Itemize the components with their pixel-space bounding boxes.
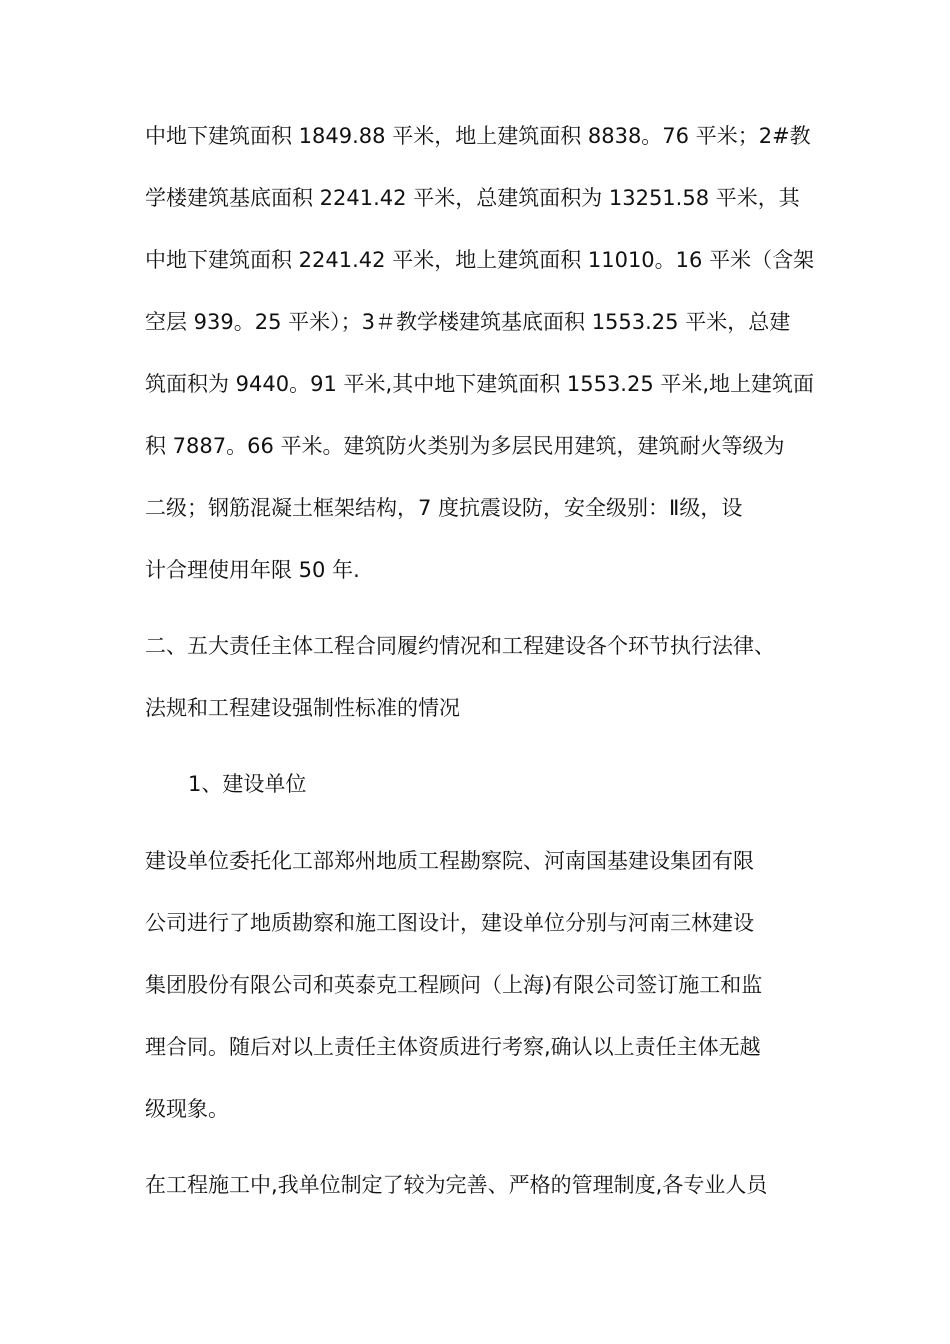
paragraph-line: 空层 939。25 平米）；3＃教学楼建筑基底面积 1553.25 平米，总建 xyxy=(145,310,791,334)
paragraph-line: 积 7887。66 平米。建筑防火类别为多层民用建筑，建筑耐火等级为 xyxy=(145,434,785,458)
section-heading-line: 二、五大责任主体工程合同履约情况和工程建设各个环节执行法律、 xyxy=(145,634,775,658)
paragraph-line: 中地下建筑面积 1849.88 平米，地上建筑面积 8838。76 平米；2#教 xyxy=(145,124,811,148)
paragraph-line: 理合同。随后对以上责任主体资质进行考察,确认以上责任主体无越 xyxy=(145,1035,761,1059)
section-heading-line: 法规和工程建设强制性标准的情况 xyxy=(145,696,460,720)
paragraph-line: 在工程施工中,我单位制定了较为完善、严格的管理制度,各专业人员 xyxy=(145,1173,768,1197)
paragraph-line: 级现象。 xyxy=(145,1097,229,1121)
paragraph-line: 计合理使用年限 50 年. xyxy=(145,558,360,582)
paragraph-line: 集团股份有限公司和英泰克工程顾问（上海)有限公司签订施工和监 xyxy=(145,973,763,997)
paragraph-line: 建设单位委托化工部郑州地质工程勘察院、河南国基建设集团有限 xyxy=(145,849,754,873)
paragraph-line: 学楼建筑基底面积 2241.42 平米，总建筑面积为 13251.58 平米，其 xyxy=(145,186,800,210)
paragraph-line: 筑面积为 9440。91 平米,其中地下建筑面积 1553.25 平米,地上建筑面 xyxy=(145,372,815,396)
paragraph-line: 中地下建筑面积 2241.42 平米，地上建筑面积 11010。16 平米（含架 xyxy=(145,248,815,272)
paragraph-line: 公司进行了地质勘察和施工图设计，建设单位分别与河南三林建设 xyxy=(145,911,754,935)
subsection-heading: 1、建设单位 xyxy=(188,772,307,796)
paragraph-line: 二级；钢筋混凝土框架结构，7 度抗震设防，安全级别：Ⅱ级，设 xyxy=(145,496,743,520)
